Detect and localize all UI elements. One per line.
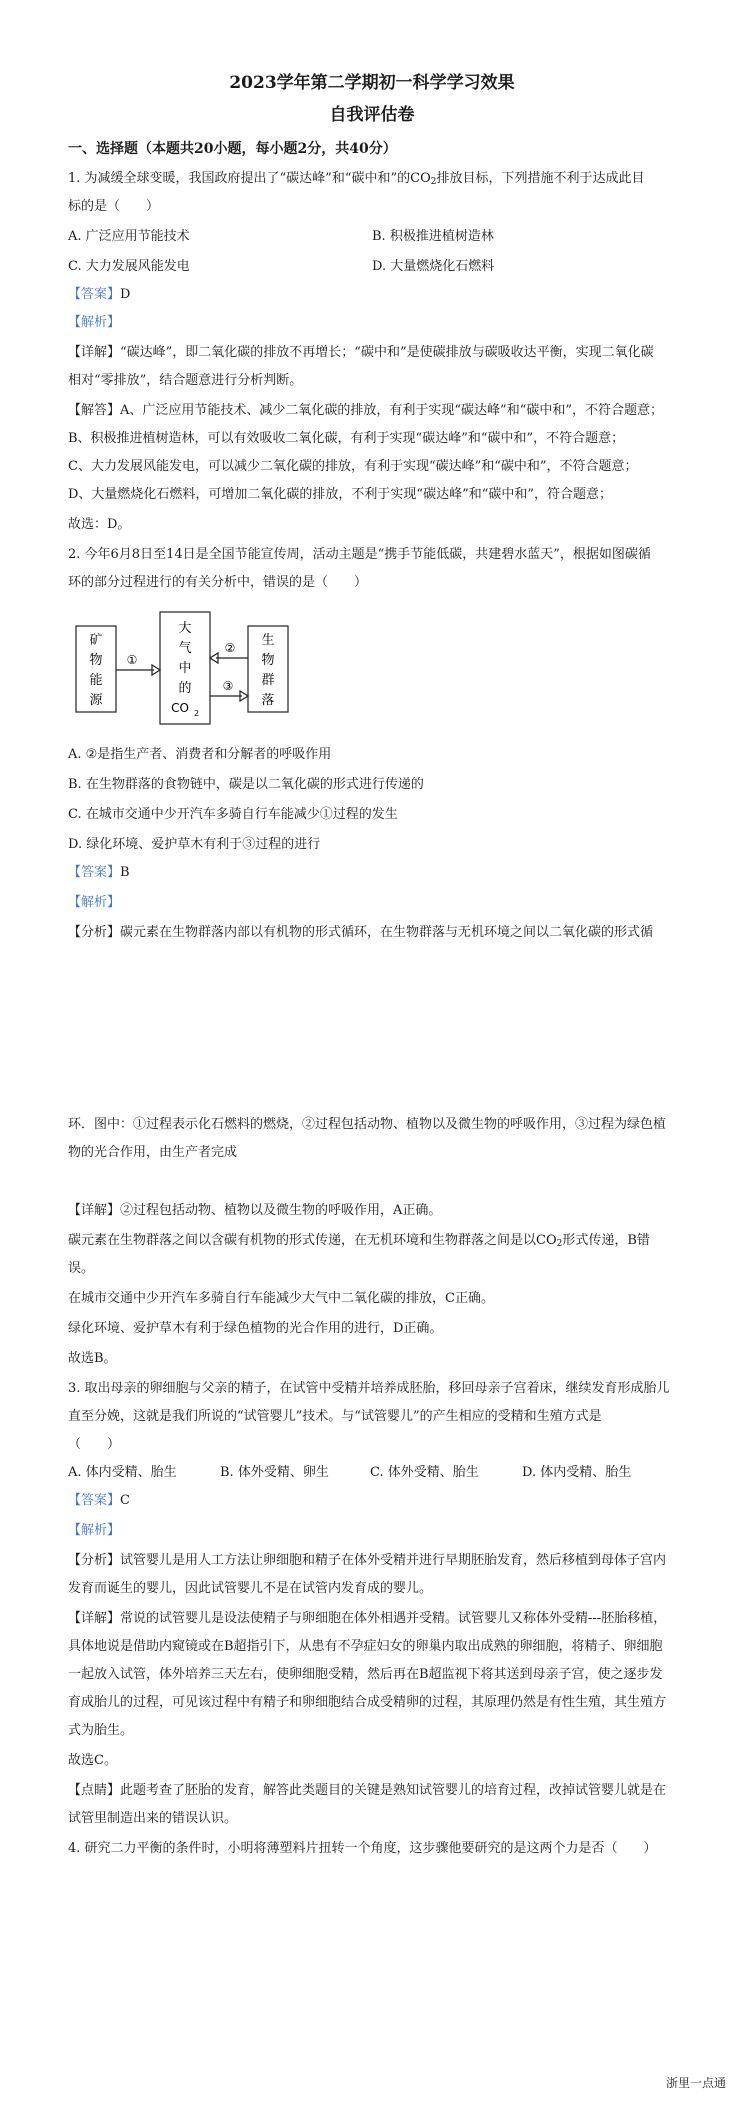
box-left-char-1: 矿 bbox=[89, 633, 103, 648]
q3-detail-line3: 一起放入试管，体外培养三天左右，使卵细胞受精，然后再在B超监视下将其送到母亲子宫，使之逐步发 bbox=[68, 1667, 663, 1682]
q1-detail-line1: 【详解】“碳达峰”，即二氧化碳的排放不再增长；“碳中和”是使碳排放与碳吸收达平衡，实现二氧化碳 bbox=[68, 345, 654, 360]
q3-detail-line4: 育成胎儿的过程，可见该过程中有精子和卵细胞结合成受精卵的过程，其原理仍然是有性生殖，其生殖方 bbox=[68, 1695, 667, 1710]
q3-option-b: B. 体外受精、卵生 bbox=[220, 1465, 329, 1480]
arrow-1-label: ① bbox=[126, 653, 138, 667]
box-right-char-3: 群 bbox=[261, 673, 275, 688]
q1-answer: 【答案】D bbox=[68, 287, 131, 302]
box-mid-co2-sub: 2 bbox=[194, 709, 200, 718]
q2-detail-line1: 【详解】②过程包括动物、植物以及微生物的呼吸作用，A正确。 bbox=[68, 1203, 442, 1218]
exam-title-line1: 2023学年第二学期初一科学学习效果 bbox=[229, 73, 515, 93]
footer-watermark: 浙里一点通 bbox=[665, 2076, 726, 2090]
q3-analysis-line1: 【分析】试管婴儿是用人工方法让卵细胞和精子在体外受精并进行早期胚胎发育，然后移植到母体子宫内 bbox=[68, 1553, 667, 1568]
q3-stem-line2: 直至分娩，这就是我们所说的“试管婴儿”技术。与“试管婴儿”的产生相应的受精和生殖方式是 bbox=[68, 1409, 602, 1424]
box-mid-char-1: 大 bbox=[178, 621, 192, 636]
q2-detail-line2: 碳元素在生物群落之间以含碳有机物的形式传递，在无机环境和生物群落之间是以$CO_2$形式传递，B错 bbox=[68, 1233, 650, 1249]
exam-title-line2: 自我评估卷 bbox=[329, 105, 415, 125]
q2-analysis-line1: 【分析】碳元素在生物群落内部以有机物的形式循环，在生物群落与无机环境之间以二氧化碳的形式循 bbox=[68, 925, 654, 940]
q3-detail-line5: 式为胎生。 bbox=[68, 1723, 134, 1738]
box-right-char-1: 生 bbox=[261, 633, 275, 648]
q3-option-d: D. 体内受精、胎生 bbox=[522, 1465, 632, 1480]
q1-stem-line1: 1. 为减缓全球变暖，我国政府提出了“碳达峰”和“碳中和”的$CO_2$排放目标，下列措施不利于达成此目 bbox=[68, 171, 645, 187]
q2-analysis-tag: 【解析】 bbox=[68, 895, 121, 910]
q1-solve-line2: B、积极推进植树造林，可以有效吸收二氧化碳，有利于实现“碳达峰”和“碳中和”，不符合题意； bbox=[68, 431, 625, 446]
arrow-2-label: ② bbox=[224, 641, 236, 655]
q2-option-b: B. 在生物群落的食物链中，碳是以二氧化碳的形式进行传递的 bbox=[68, 777, 424, 792]
box-right-char-4: 落 bbox=[261, 693, 275, 708]
q3-option-c: C. 体外受精、胎生 bbox=[370, 1465, 479, 1480]
arrow-3-label: ③ bbox=[222, 679, 234, 693]
box-right-char-2: 物 bbox=[261, 653, 275, 668]
q1-solve-line5: 故选：D。 bbox=[68, 517, 131, 532]
q3-stem-line1: 3. 取出母亲的卵细胞与父亲的精子，在试管中受精并培养成胚胎，移回母亲子宫着床，继续发育形成胎儿 bbox=[68, 1381, 670, 1396]
q2-detail-line5: 绿化环境、爱护草木有利于绿色植物的光合作用的进行，D正确。 bbox=[68, 1321, 443, 1336]
q3-stem-line3: （ ） bbox=[68, 1437, 121, 1452]
q1-option-d: D. 大量燃烧化石燃料 bbox=[372, 259, 495, 274]
q1-solve-line4: D、大量燃烧化石燃料，可增加二氧化碳的排放，不利于实现“碳达峰”和“碳中和”，符合题意； bbox=[68, 487, 613, 502]
q1-option-c: C. 大力发展风能发电 bbox=[68, 259, 190, 274]
q3-analysis-tag: 【解析】 bbox=[68, 1523, 121, 1538]
q2-detail-line4: 在城市交通中少开汽车多骑自行车能减少大气中二氧化碳的排放，C正确。 bbox=[68, 1291, 494, 1306]
q2-stem-line1: 2. 今年6月8日至14日是全国节能宣传周，活动主题是“携手节能低碳，共建碧水蓝天”，根据如图碳循 bbox=[68, 547, 651, 562]
q1-solve-line3: C、大力发展风能发电，可以减少二氧化碳的排放，有利于实现“碳达峰”和“碳中和”，不符合题意； bbox=[68, 459, 638, 474]
q2-detail-line6: 故选B。 bbox=[68, 1351, 117, 1366]
q2-analysis-line3: 物的光合作用，由生产者完成 bbox=[68, 1145, 238, 1160]
q1-analysis-tag: 【解析】 bbox=[68, 315, 121, 330]
q2-stem-line2: 环的部分过程进行的有关分析中，错误的是（ ） bbox=[68, 575, 368, 590]
q2-answer: 【答案】B bbox=[68, 865, 130, 880]
box-mid-char-4: 的 bbox=[178, 681, 192, 696]
q3-analysis-line2: 发育而诞生的婴儿，因此试管婴儿不是在试管内发育成的婴儿。 bbox=[68, 1581, 433, 1596]
q3-detail-line2: 具体地说是借助内窥镜或在B超指引下，从患有不孕症妇女的卵巢内取出成熟的卵细胞，将精子、卵细胞 bbox=[68, 1639, 663, 1654]
box-mid-char-3: 中 bbox=[178, 661, 192, 676]
q2-option-a: A. ②是指生产者、消费者和分解者的呼吸作用 bbox=[68, 747, 332, 762]
section-heading: 一、选择题（本题共20小题，每小题2分，共40分） bbox=[68, 141, 397, 157]
q3-comment-line1: 【点睛】此题考查了胚胎的发育，解答此类题目的关键是熟知试管婴儿的培育过程，改掉试管婴儿就是在 bbox=[68, 1783, 667, 1798]
q1-option-b: B. 积极推进植树造林 bbox=[372, 229, 494, 244]
box-left-char-3: 能 bbox=[89, 673, 103, 688]
q1-stem-line2: 标的是（ ） bbox=[68, 199, 160, 214]
q2-option-d: D. 绿化环境、爱护草木有利于③过程的进行 bbox=[68, 837, 321, 852]
box-mid-char-2: 气 bbox=[178, 641, 192, 656]
q1-solve-line1: 【解答】A、广泛应用节能技术、减少二氧化碳的排放，有利于实现“碳达峰”和“碳中和”，不符合题意； bbox=[68, 403, 663, 418]
arrow-1-combustion bbox=[116, 665, 160, 675]
q3-detail-line6: 故选C。 bbox=[68, 1753, 117, 1768]
q1-option-a: A. 广泛应用节能技术 bbox=[68, 229, 190, 244]
box-left-char-2: 物 bbox=[89, 653, 103, 668]
carbon-cycle-diagram bbox=[70, 608, 300, 728]
q2-detail-line3: 误。 bbox=[68, 1261, 95, 1276]
q3-detail-line1: 【详解】常说的试管婴儿是设法使精子与卵细胞在体外相遇并受精。试管婴儿又称体外受精---胚胎移植， bbox=[68, 1611, 667, 1626]
q1-detail-line2: 相对“零排放”，结合题意进行分析判断。 bbox=[68, 373, 303, 388]
q2-option-c: C. 在城市交通中少开汽车多骑自行车能减少①过程的发生 bbox=[68, 807, 398, 822]
q3-comment-line2: 试管里制造出来的错误认识。 bbox=[68, 1811, 238, 1826]
q3-answer: 【答案】C bbox=[68, 1493, 130, 1508]
q2-analysis-line2: 环．图中：①过程表示化石燃料的燃烧，②过程包括动物、植物以及微生物的呼吸作用，③过程为绿色植 bbox=[68, 1117, 667, 1132]
box-mid-co2: CO bbox=[171, 701, 189, 715]
q4-stem-line1: 4. 研究二力平衡的条件时，小明将薄塑料片扭转一个角度，这步骤他要研究的是这两个力是否（ ） bbox=[68, 1841, 657, 1856]
box-left-char-4: 源 bbox=[89, 693, 103, 708]
q3-option-a: A. 体内受精、胎生 bbox=[68, 1465, 177, 1480]
